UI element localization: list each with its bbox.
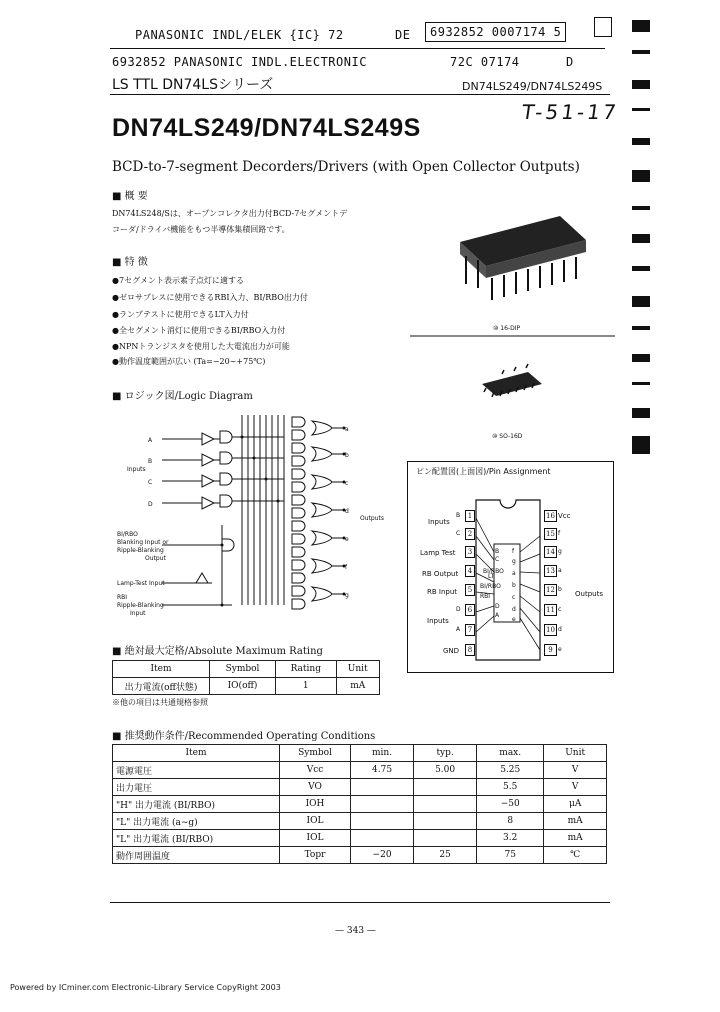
pin-label-gnd: GND [443,647,460,655]
logic-input-letter: A [148,437,153,444]
abs-max-note: ※他の項目は共通規格参照 [112,698,208,707]
table-header-cell: Unit [544,745,607,762]
logic-output-letter: d [345,508,349,515]
table-cell: VO [280,779,351,796]
handwritten-code: T-51-17 [520,100,621,124]
table-row [113,847,607,864]
abs-max-table [112,660,380,695]
header-code-box: 6932852 0007174 5 [425,22,566,42]
header-line-2-code: 72C 07174 [450,55,520,69]
table-cell: "H" 出力電流 (BI/RBO) [113,796,280,813]
logic-output-letter: g [345,592,349,599]
pin-heading: ピン配置図(上面図)/Pin Assignment [416,467,551,476]
table-row [113,779,607,796]
table-row [113,830,607,847]
dip-package-illustration [460,216,586,300]
pin-number: 4 [465,565,475,577]
table-cell: 1 [276,678,336,695]
dip-package-label: ⑩ 16-DIP [493,325,521,332]
footer-rule [110,902,610,903]
pin-label-rb-output: RB Output [422,570,459,578]
pin-letter: b [558,586,562,593]
table-header-cell: Symbol [210,661,276,678]
logic-diagram-heading: ■ ロジック図/Logic Diagram [112,391,253,402]
table-cell: 75 [477,847,544,864]
pin-number: 15 [544,528,557,540]
table-row [113,762,607,779]
pin-letter: D [456,606,461,613]
table-header-cell: Item [113,661,210,678]
feature-item: ●7セグメント表示素子点灯に適する [112,276,244,285]
pin-letter: C [456,530,461,537]
models-right: DN74LS249/DN74LS249S [462,80,603,93]
table-cell [414,813,477,830]
header-rule-2 [110,94,610,95]
table-cell: ℃ [544,847,607,864]
pin-inner-label: LT [488,573,495,580]
pin-number: 2 [465,528,475,540]
series-label: LS TTL DN74LSシリーズ [112,77,274,93]
pin-inner-label: D [495,603,500,610]
abs-max-heading: ■ 絶対最大定格/Absolute Maximum Rating [112,646,323,657]
pin-number: 12 [544,584,557,596]
page-title: DN74LS249/DN74LS249S [112,114,421,142]
pin-number: 6 [465,604,475,616]
header-line-2: 6932852 PANASONIC INDL.ELECTRONIC [112,55,367,69]
pin-number: 14 [544,546,557,558]
table-cell: 4.75 [351,762,414,779]
logic-output-letter: e [345,536,349,543]
table-cell: 3.2 [477,830,544,847]
logic-bi-label: Ripple-Blanking [117,547,164,554]
pin-inner-label: c [512,594,516,601]
table-row [113,796,607,813]
table-cell: IOH [280,796,351,813]
table-cell: 5.25 [477,762,544,779]
scan-barcode-strip [630,20,652,456]
pin-inner-label: a [512,570,516,577]
logic-output-letter: f [345,564,348,571]
feature-item: ●動作温度範囲が広い (Ta=−20∼+75℃) [112,357,266,366]
table-cell: V [544,779,607,796]
table-header-row [113,661,380,678]
table-cell: 25 [414,847,477,864]
pin-inner-label: f [512,548,515,555]
pin-label-inputs-top: Inputs [428,518,450,526]
logic-input-letter: C [148,479,153,486]
logic-inputs-label: Inputs [127,466,146,473]
table-header-row [113,745,607,762]
table-cell: IO(off) [210,678,276,695]
table-cell [351,830,414,847]
pin-letter: e [558,646,562,653]
table-cell: "L" 出力電流 (BI/RBO) [113,830,280,847]
logic-bi-label: Blanking Input or [117,539,169,546]
table-cell: mA [544,813,607,830]
pin-inner-label: e [512,616,516,623]
pin-number: 16 [544,510,557,522]
logic-input-letter: D [148,501,153,508]
table-cell [351,813,414,830]
overview-text-2: コーダ/ドライバ機能をもつ半導体集積回路です。 [112,225,290,234]
package-panel [410,194,615,454]
table-cell: μA [544,796,607,813]
table-header-cell: Rating [276,661,336,678]
table-cell: IOL [280,830,351,847]
header-line-1: PANASONIC INDL/ELEK {IC} 72 [135,28,344,42]
header-de-mark: DE [395,28,411,42]
table-cell: 電源電圧 [113,762,280,779]
pin-number: 3 [465,546,475,558]
table-row [113,813,607,830]
pin-inner-label: B [495,548,500,555]
table-cell: Vcc [280,762,351,779]
table-cell: 8 [477,813,544,830]
table-cell: 5.00 [414,762,477,779]
header-corner-box [594,17,612,37]
pin-letter: a [558,567,562,574]
pin-inner-label: b [512,582,516,589]
pin-label-rb-input: RB Input [427,588,458,596]
table-cell [414,796,477,813]
feature-item: ●全セグメント消灯に使用できるBI/RBO入力付 [112,326,286,335]
table-header-cell: Symbol [280,745,351,762]
pin-letter: g [558,548,562,555]
pin-label-inputs-bottom: Inputs [427,617,449,625]
table-cell [414,830,477,847]
table-header-cell: min. [351,745,414,762]
pin-inner-label: BI/RBO [480,583,501,590]
pin-inner-label: RBI [480,593,491,600]
table-cell [351,779,414,796]
pin-number: 1 [465,510,475,522]
page-subtitle: BCD-to-7-segment Decorders/Drivers (with Open Collector Outputs) [112,159,580,175]
table-cell: 出力電流(off状態) [113,678,210,695]
logic-bi-label: Output [145,555,166,562]
feature-item: ●NPNトランジスタを使用した大電流出力が可能 [112,342,290,351]
table-header-cell: typ. [414,745,477,762]
pin-number: 7 [465,624,475,636]
features-heading: ■ 特 徴 [112,257,148,268]
table-cell: 5.5 [477,779,544,796]
table-cell: Topr [280,847,351,864]
table-header-cell: max. [477,745,544,762]
pin-inner-label: A [495,612,500,619]
pin-label-lamp-test: Lamp Test [420,549,456,557]
pin-inner-label: C [495,556,500,563]
logic-bi-label: BI/RBO [117,531,138,538]
logic-outputs-label: Outputs [360,515,384,522]
table-cell: −20 [351,847,414,864]
logic-lt-label: Lamp-Test Input [117,580,165,587]
so-package-illustration [482,364,542,397]
table-cell: 動作周囲温度 [113,847,280,864]
pin-inner-label: g [512,558,516,565]
pin-ic-body [472,496,544,664]
logic-output-letter: b [345,452,349,459]
table-cell: mA [336,678,380,695]
rec-op-table [112,744,607,864]
table-row [113,678,380,695]
pin-number: 11 [544,604,557,616]
pin-inner-label: d [512,606,516,613]
table-cell [351,796,414,813]
table-cell: V [544,762,607,779]
feature-item: ●ランプテストに使用できるLT入力付 [112,310,249,319]
table-cell: IOL [280,813,351,830]
logic-rbi-label: RBI [117,594,128,601]
logic-output-letter: a [345,426,349,433]
overview-heading: ■ 概 要 [112,191,148,202]
pin-letter: A [456,626,461,633]
table-header-cell: Item [113,745,280,762]
table-cell [414,779,477,796]
pin-letter: c [558,606,562,613]
table-cell: −50 [477,796,544,813]
rec-op-heading: ■ 推奨動作条件/Recommended Operating Conditions [112,731,376,742]
logic-rbi-label: Input [130,610,146,617]
header-rule-1 [110,48,605,49]
pin-number: 10 [544,624,557,636]
pin-label-bi-rbo: BI/RBO [483,568,504,575]
overview-text-1: DN74LS248/Sは、オープンコレクタ出力付BCD-7セグメントデ [112,209,348,218]
table-cell: mA [544,830,607,847]
pin-number: 8 [465,644,475,656]
pin-number: 5 [465,584,475,596]
table-cell: "L" 出力電流 (a∼g) [113,813,280,830]
logic-rbi-label: Ripple-Blanking [117,602,164,609]
feature-item: ●ゼロサプレスに使用できるRBI入力、BI/RBO出力付 [112,293,308,302]
page-number: — 343 — [335,926,376,936]
logic-input-letter: B [148,458,153,465]
table-header-cell: Unit [336,661,380,678]
pin-letter: B [456,512,461,519]
pin-letter: f [558,530,561,537]
header-line-2-d: D [566,55,574,69]
pin-letter: d [558,626,562,633]
so-package-label: ⑩ SO-16D [492,433,523,440]
table-cell: 出力電圧 [113,779,280,796]
copyright-line: Powered by ICminer.com Electronic-Library Service CopyRight 2003 [10,983,281,992]
pin-number: 13 [544,565,557,577]
logic-output-letter: c [345,480,349,487]
pin-label-outputs: Outputs [575,590,603,598]
pin-number: 9 [544,644,557,656]
pin-letter: Vcc [558,512,571,520]
